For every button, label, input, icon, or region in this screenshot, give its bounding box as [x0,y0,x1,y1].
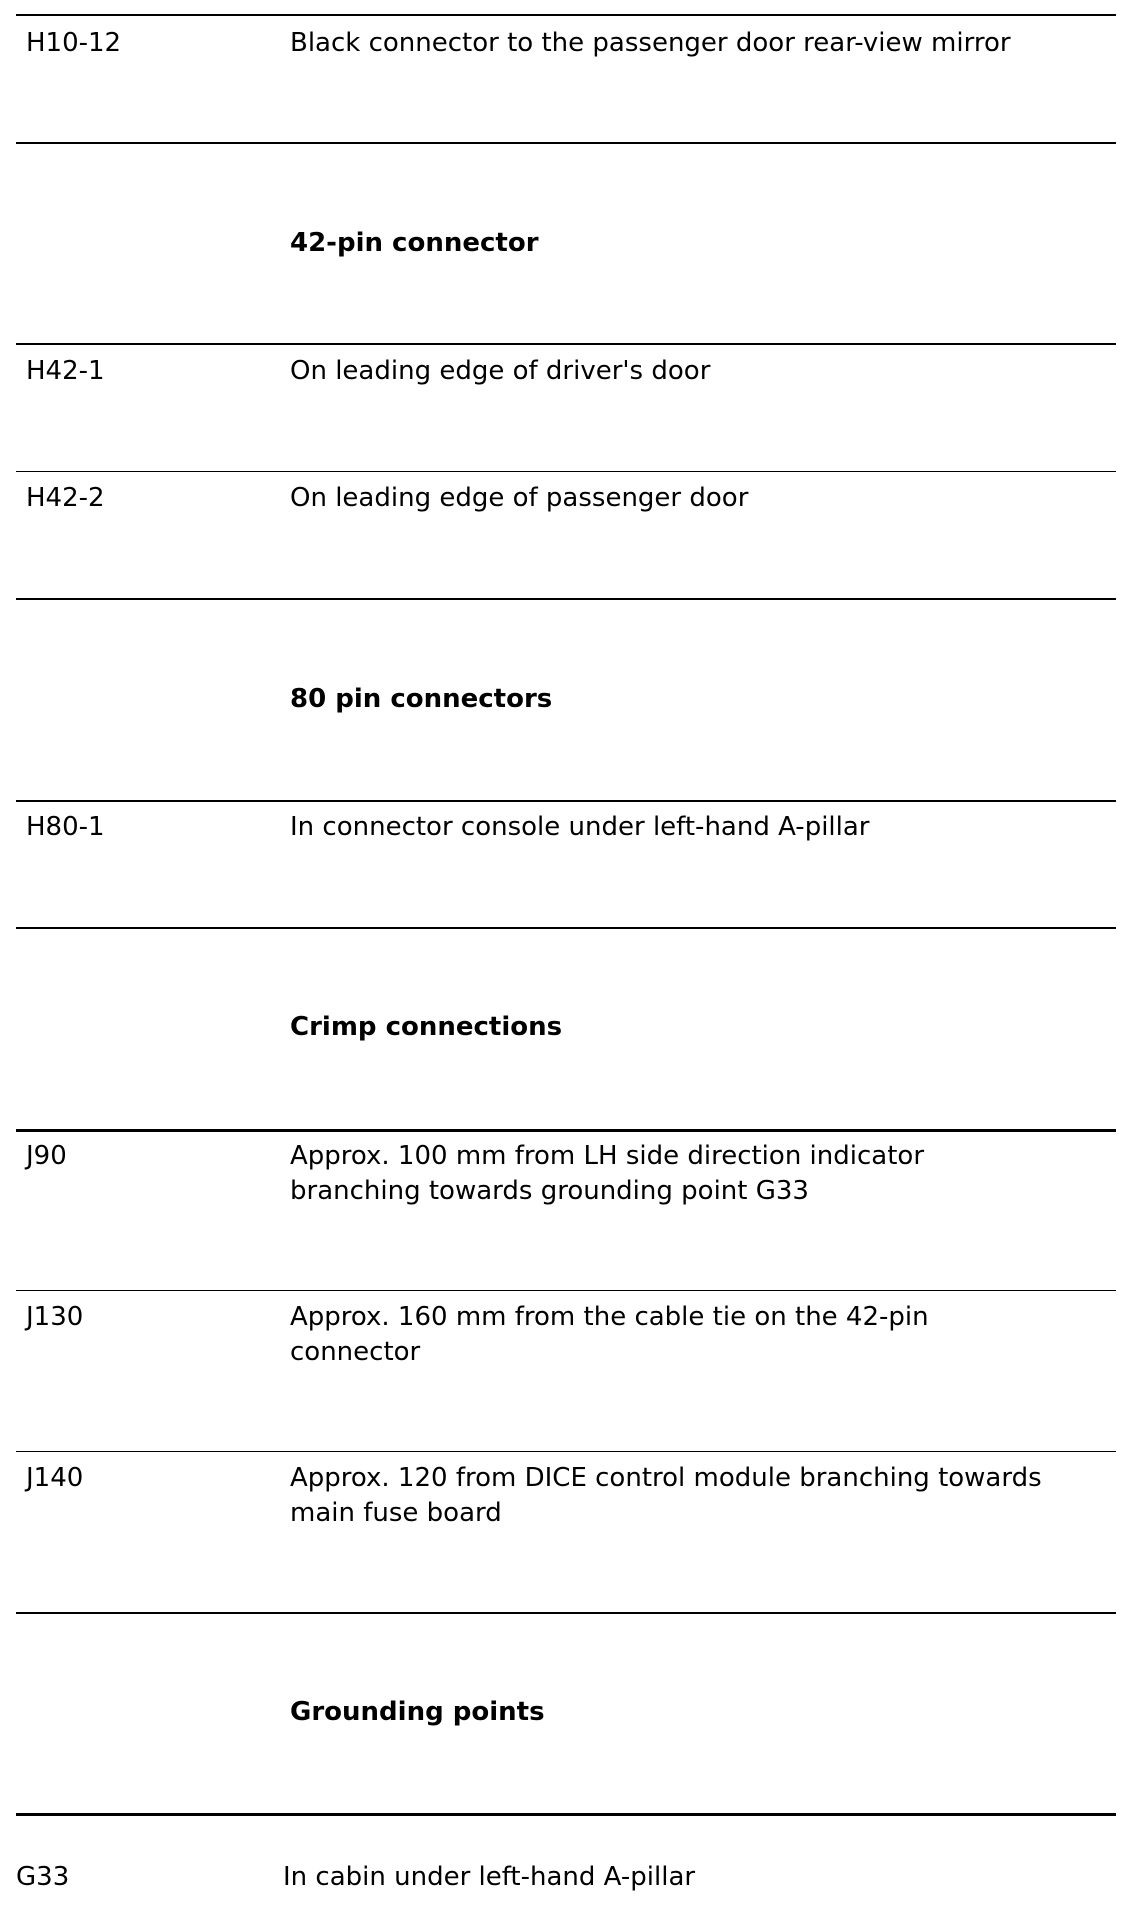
table-rule [16,1451,1116,1452]
connector-description-line: connector [290,1337,421,1367]
table-rule [16,598,1116,600]
connector-description: In connector console under left-hand A-pillar [290,812,870,842]
connector-description: On leading edge of driver's door [290,356,711,386]
section-heading: Grounding points [290,1697,545,1727]
connector-description: On leading edge of passenger door [290,483,749,513]
connector-code: J90 [26,1141,67,1171]
table-rule [16,1813,1116,1816]
connector-description-line: Approx. 160 mm from the cable tie on the 42-pin [290,1302,929,1332]
table-rule [16,471,1116,472]
table-rule [16,142,1116,144]
connector-code: J140 [26,1463,84,1493]
connector-code: G33 [16,1862,70,1892]
connector-description-line: main fuse board [290,1498,502,1528]
connector-description-line: branching towards grounding point G33 [290,1176,809,1206]
connector-code: H42-1 [26,356,105,386]
table-rule [16,1290,1116,1291]
section-heading: Crimp connections [290,1012,563,1042]
connector-description-line: Approx. 100 mm from LH side direction indicator [290,1141,925,1171]
connector-description-line: Approx. 120 from DICE control module branching towards [290,1463,1042,1493]
connector-code: H10-12 [26,28,122,58]
connector-code: J130 [26,1302,84,1332]
table-rule [16,1612,1116,1614]
table-rule [16,927,1116,929]
connector-description: Black connector to the passenger door rear-view mirror [290,28,1011,58]
table-rule [16,14,1116,16]
table-rule [16,800,1116,802]
table-rule [16,343,1116,345]
connector-code: H42-2 [26,483,105,513]
connector-code: H80-1 [26,812,105,842]
section-heading: 42-pin connector [290,228,539,258]
connector-description: In cabin under left-hand A-pillar [283,1862,696,1892]
table-rule [16,1129,1116,1132]
section-heading: 80 pin connectors [290,684,553,714]
